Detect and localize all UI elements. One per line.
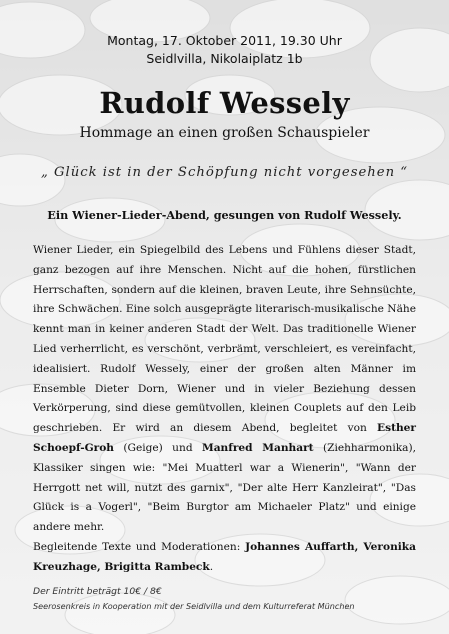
moderator-names: Johannes Auffarth, Veronika Kreuzhage, Brigitta Rambeck [33,540,416,573]
body-paragraph-2 [33,538,416,578]
instrument-text-1: (Geige) und [114,441,202,454]
musician-name-1: Esther Schoepf-Groh [33,422,416,454]
event-venue: Seidlvilla, Nikolaiplatz 1b [146,51,303,66]
event-date-time: Montag, 17. Oktober 2011, 19.30 Uhr [107,33,342,48]
moderation-end: . [209,560,214,573]
admission-price: Der Eintritt beträgt 10€ / 8€ [33,586,162,597]
body-text [33,241,416,578]
musician-name-2: Manfred Manhart [201,441,314,454]
page-title: Rudolf Wessely [99,86,350,120]
body-text-songs: (Ziehharmonika), Klassiker singen wie: "Mei Muatterl war a Wienerin", "Wann der Herrgott net will, nutzt des garnix", "Der alte Herr Kanzleirat", "Das Glück is a Vogerl", "Beim Burgtor am Michaeler Platz" und einige andere mehr. [33,441,416,534]
organizer-credit: Seerosenkreis in Kooperation mit der Seidlvilla und dem Kulturreferat München [33,601,355,611]
moderation-label: Begleitende Texte und Moderationen: [33,540,246,553]
quote: „ Glück ist in der Schöpfung nicht vorgesehen “ [40,165,409,180]
body-text-intro: Wiener Lieder, ein Spiegelbild des Lebens und Fühlens dieser Stadt, ganz bezogen auf ihre Menschen. Nicht auf die hohen, fürstlichen Herrschaften, sondern auf die kleinen, braven Leute, ihre Sehnsüchte, ihre Schwächen. Eine solch ausgeprägte literarisch-musikalische Nähe kennt man in keiner anderen Stadt der Welt. Das traditionelle Wiener Lied verherrlicht, es verschönt, verbrämt, verschleiert, es vereinfacht, idealisiert. Rudolf Wessely, einer der großen alten Männer im Ensemble Dieter Dorn, Wiener und in vieler Beziehung dessen Verkörperung, sind diese gemütvollen, kleinen Couplets auf den Leib geschrieben. Er wird an diesem Abend, begleitet von [33,244,416,435]
lead-line: Ein Wiener-Lieder-Abend, gesungen von Rudolf Wessely. [47,208,402,222]
body-paragraph-1 [33,241,416,538]
subtitle: Hommage an einen großen Schauspieler [79,125,370,141]
